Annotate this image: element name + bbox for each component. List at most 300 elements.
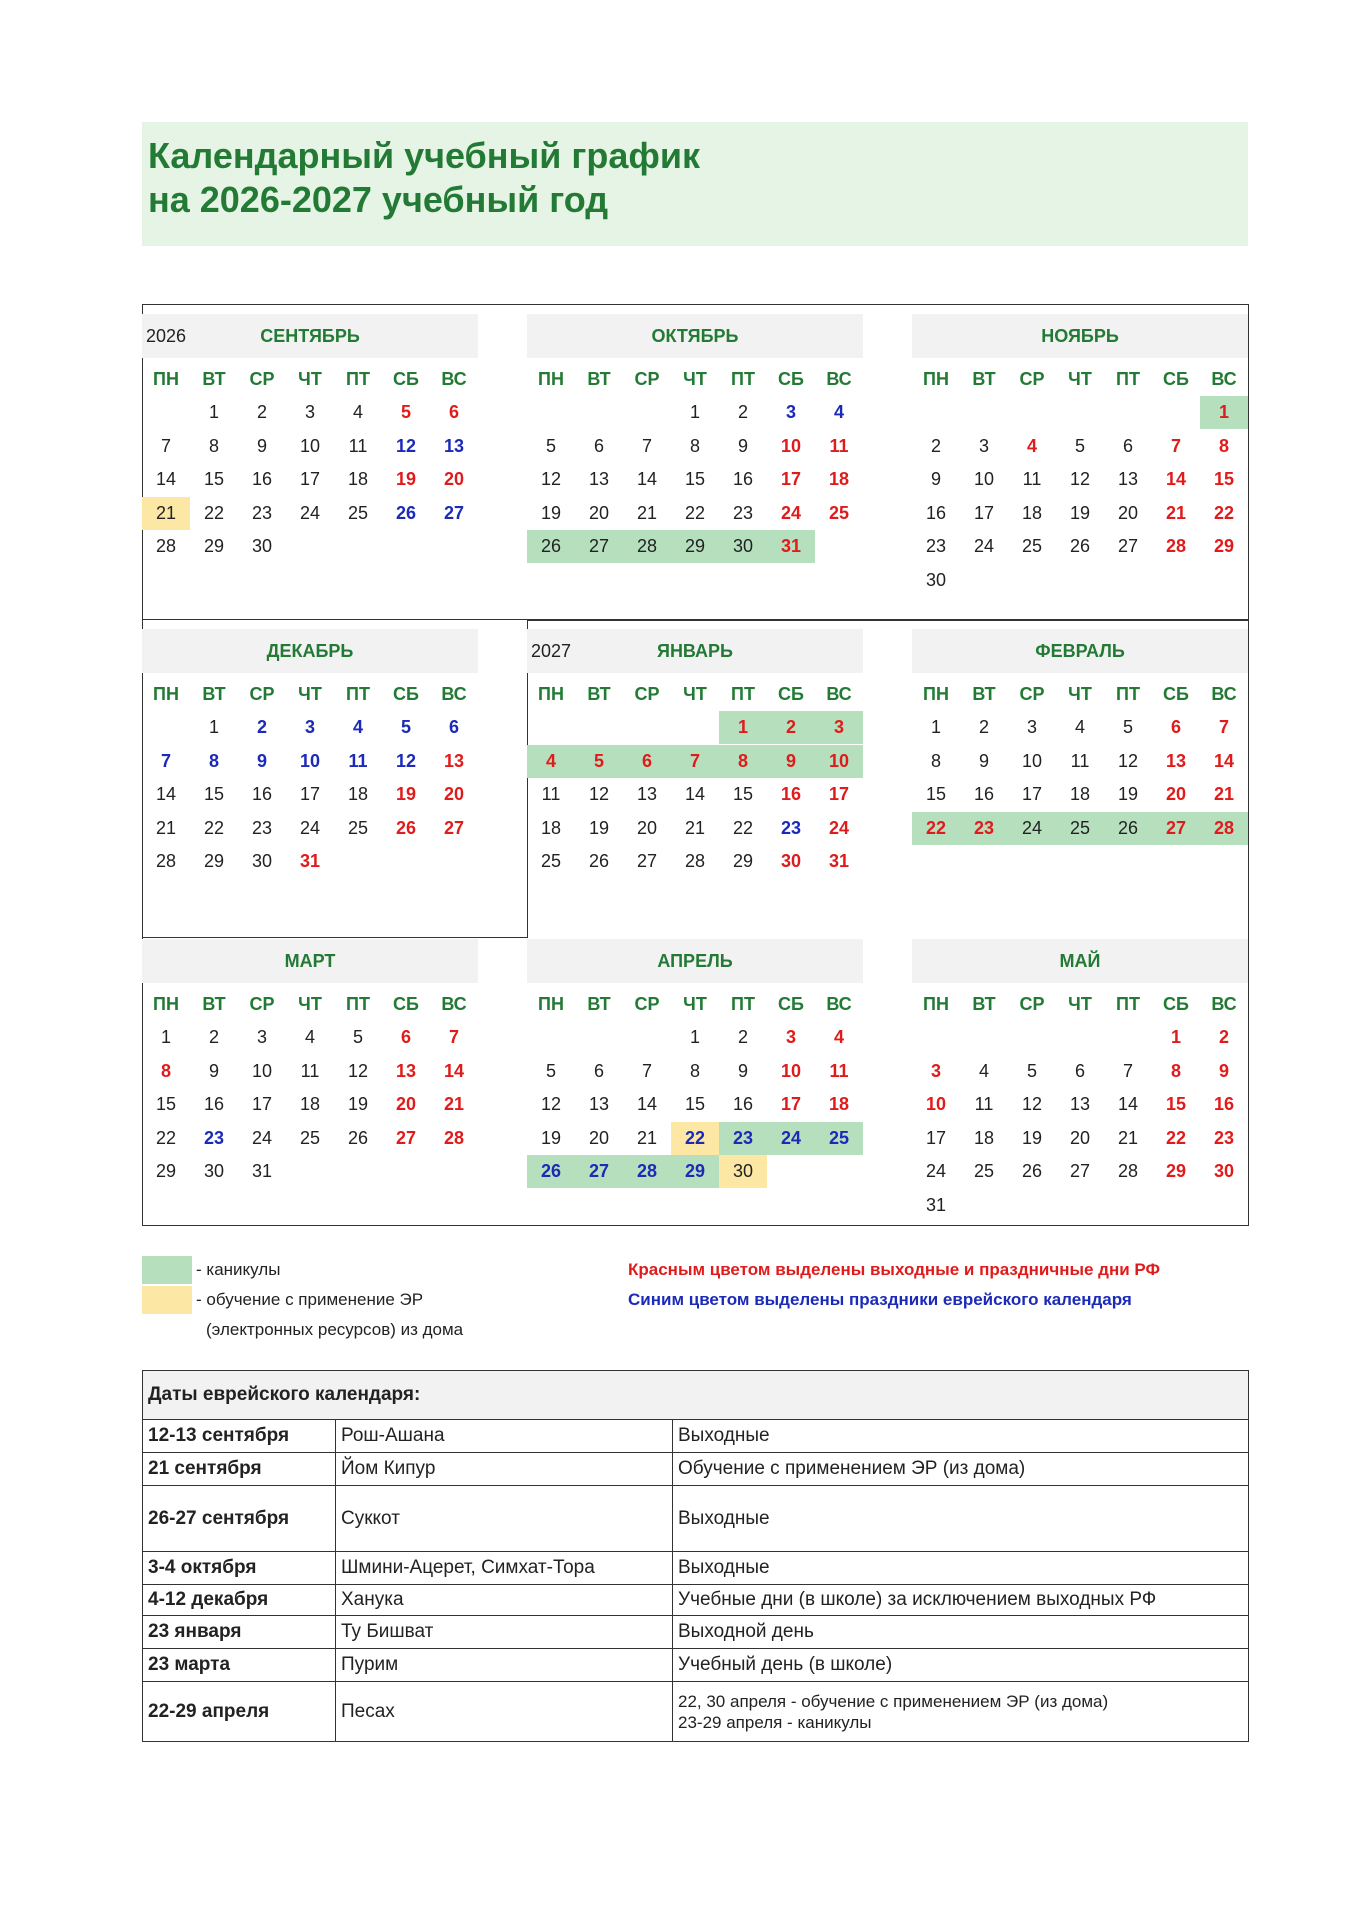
year-label: 2026 — [146, 326, 187, 346]
row-date: 21 сентября — [143, 1453, 336, 1486]
day-cell: 25 — [347, 817, 369, 838]
day-cell: 30 — [780, 851, 802, 871]
day-cell: 6 — [448, 402, 459, 422]
weekday-label: ПН — [923, 369, 949, 389]
day-cell: 22 — [203, 502, 225, 523]
day-cell: 8 — [160, 1060, 171, 1081]
day-cell: 15 — [1213, 469, 1235, 489]
day-cell: 30 — [251, 536, 273, 556]
row-note-line2: 23-29 апреля - каникулы — [678, 1712, 872, 1732]
day-cell: 5 — [1122, 717, 1133, 737]
weekday-label: СБ — [393, 994, 419, 1014]
day-cell: 4 — [304, 1027, 315, 1047]
day-cell: 26 — [347, 1127, 369, 1148]
day-cell: 22 — [203, 817, 225, 838]
day-cell: 10 — [780, 1060, 802, 1081]
day-cell: 16 — [925, 502, 947, 523]
day-cell: 27 — [1069, 1161, 1091, 1181]
day-cell: 27 — [575, 530, 623, 563]
month-name: ОКТЯБРЬ — [651, 326, 739, 346]
weekday-label: ПТ — [1116, 369, 1140, 389]
row-holiday: Пурим — [336, 1649, 673, 1682]
day-cell: 9 — [978, 750, 989, 771]
weekday-label: ПТ — [731, 684, 755, 704]
month-name: АПРЕЛЬ — [657, 951, 733, 971]
weekday-label: ВС — [1211, 684, 1237, 704]
day-cell: 28 — [155, 536, 177, 556]
day-cell: 25 — [1056, 812, 1104, 845]
weekday-label: СБ — [778, 684, 804, 704]
day-cell: 12 — [395, 750, 417, 771]
table-row — [143, 1616, 1249, 1649]
day-cell: 5 — [352, 1027, 363, 1047]
day-cell: 17 — [973, 502, 995, 523]
day-cell: 11 — [300, 1060, 320, 1081]
day-cell: 12 — [1117, 750, 1139, 771]
day-cell: 29 — [1165, 1161, 1187, 1181]
day-cell: 7 — [160, 750, 171, 771]
weekday-label: ЧТ — [298, 994, 322, 1014]
day-cell: 28 — [623, 1155, 671, 1188]
day-cell: 9 — [256, 750, 267, 771]
month-block — [527, 939, 863, 1209]
day-cell: 14 — [636, 1094, 658, 1114]
day-cell: 19 — [347, 1094, 369, 1114]
day-cell: 12 — [540, 1094, 562, 1114]
day-cell: 21 — [684, 817, 706, 838]
row-note-line1: 22, 30 апреля - обучение с применением ЭР (из дома) — [678, 1691, 1109, 1711]
month-block — [912, 939, 1248, 1215]
day-cell: 26 — [527, 530, 575, 563]
day-cell: 24 — [973, 536, 995, 556]
weekday-label: ПН — [153, 369, 179, 389]
day-cell: 25 — [815, 1122, 863, 1155]
day-cell: 1 — [160, 1027, 171, 1047]
day-cell: 16 — [973, 784, 995, 804]
day-cell: 8 — [208, 435, 219, 456]
weekday-label: СБ — [778, 994, 804, 1014]
day-cell: 2 — [978, 717, 989, 737]
day-cell: 2 — [256, 717, 267, 737]
day-cell: 3 — [785, 1027, 796, 1047]
weekday-label: СР — [249, 369, 275, 389]
day-cell: 8 — [208, 750, 219, 771]
day-cell: 10 — [925, 1094, 947, 1114]
day-cell: 25 — [540, 851, 562, 871]
red-color-note: Красным цветом выделены выходные и праздничные дни РФ — [628, 1260, 1161, 1279]
row-date: 22-29 апреля — [143, 1682, 336, 1742]
day-cell: 9 — [1218, 1060, 1229, 1081]
day-cell: 16 — [251, 784, 273, 804]
day-cell: 31 — [767, 530, 815, 563]
weekday-label: СБ — [1163, 994, 1189, 1014]
day-cell: 14 — [1213, 750, 1235, 771]
vacation-swatch — [142, 1256, 192, 1284]
day-cell: 13 — [588, 1094, 610, 1114]
day-cell: 12 — [1021, 1094, 1043, 1114]
day-cell: 2 — [930, 435, 941, 456]
day-cell: 30 — [251, 851, 273, 871]
day-cell: 13 — [636, 784, 658, 804]
day-cell: 3 — [256, 1027, 267, 1047]
day-cell: 5 — [545, 435, 556, 456]
day-cell: 16 — [780, 784, 802, 804]
blue-color-note: Синим цветом выделены праздники еврейского календаря — [628, 1290, 1132, 1309]
day-cell: 18 — [828, 469, 850, 489]
day-cell: 23 — [960, 812, 1008, 845]
day-cell: 19 — [395, 784, 417, 804]
day-cell: 29 — [671, 530, 719, 563]
day-cell: 16 — [251, 469, 273, 489]
day-cell: 25 — [347, 502, 369, 523]
month-block — [912, 314, 1248, 590]
row-holiday: Суккот — [336, 1486, 673, 1552]
day-cell: 28 — [443, 1127, 465, 1148]
day-cell: 11 — [541, 784, 561, 804]
month-block — [912, 629, 1248, 899]
day-cell: 11 — [348, 435, 368, 456]
day-cell: 17 — [828, 784, 850, 804]
day-cell: 5 — [1074, 435, 1085, 456]
weekday-label: ВС — [826, 684, 852, 704]
day-cell: 3 — [815, 711, 863, 744]
weekday-label: ПН — [538, 369, 564, 389]
day-cell: 23 — [780, 817, 802, 838]
day-cell: 21 — [1165, 502, 1187, 523]
day-cell: 23 — [251, 502, 273, 523]
day-cell: 6 — [400, 1027, 411, 1047]
day-cell: 26 — [1104, 812, 1152, 845]
day-cell: 10 — [251, 1060, 273, 1081]
day-cell: 31 — [828, 851, 850, 871]
row-holiday: Йом Кипур — [336, 1453, 673, 1486]
month-name: ФЕВРАЛЬ — [1035, 641, 1125, 661]
day-cell: 13 — [443, 435, 465, 456]
day-cell: 18 — [1021, 502, 1043, 523]
weekday-label: ЧТ — [1068, 684, 1092, 704]
day-cell: 2 — [256, 402, 267, 422]
day-cell: 2 — [737, 1027, 748, 1047]
day-cell: 14 — [443, 1060, 465, 1081]
day-cell: 12 — [395, 435, 417, 456]
day-cell: 10 — [299, 750, 321, 771]
weekday-label: СР — [249, 684, 275, 704]
weekday-label: ВТ — [202, 369, 226, 389]
day-cell: 26 — [588, 851, 610, 871]
day-cell: 6 — [593, 1060, 604, 1081]
remote-swatch — [142, 1286, 192, 1314]
day-cell: 17 — [1021, 784, 1043, 804]
day-cell: 15 — [925, 784, 947, 804]
legend-remote-label: - обучение с применение ЭР — [196, 1290, 424, 1309]
day-cell: 12 — [1069, 469, 1091, 489]
day-cell: 10 — [780, 435, 802, 456]
day-cell: 27 — [395, 1127, 417, 1148]
weekday-label: ПТ — [731, 369, 755, 389]
day-cell: 15 — [203, 469, 225, 489]
day-cell: 6 — [448, 717, 459, 737]
day-cell: 15 — [1165, 1094, 1187, 1114]
day-cell: 8 — [719, 745, 767, 778]
day-cell: 24 — [925, 1161, 947, 1181]
month-block — [527, 629, 863, 899]
weekday-label: ВС — [441, 684, 467, 704]
table-row — [143, 1552, 1249, 1585]
day-cell: 18 — [1069, 784, 1091, 804]
weekday-label: ВТ — [202, 684, 226, 704]
table-row — [143, 1682, 1249, 1742]
day-cell: 23 — [925, 536, 947, 556]
day-cell: 17 — [780, 1094, 802, 1114]
day-cell: 12 — [540, 469, 562, 489]
day-cell: 2 — [208, 1027, 219, 1047]
day-cell: 20 — [395, 1094, 417, 1114]
weekday-label: ЧТ — [298, 369, 322, 389]
day-cell: 10 — [815, 745, 863, 778]
day-cell: 26 — [395, 817, 417, 838]
day-cell: 7 — [1218, 717, 1229, 737]
day-cell: 28 — [1200, 812, 1248, 845]
day-cell: 15 — [155, 1094, 177, 1114]
weekday-label: ПН — [153, 994, 179, 1014]
day-cell: 22 — [684, 502, 706, 523]
weekday-label: СБ — [778, 369, 804, 389]
day-cell: 3 — [978, 435, 989, 456]
day-cell: 3 — [304, 402, 315, 422]
day-cell: 23 — [719, 1122, 767, 1155]
day-cell: 20 — [1165, 784, 1187, 804]
day-cell: 25 — [973, 1161, 995, 1181]
weekday-label: ЧТ — [683, 369, 707, 389]
weekday-label: СР — [634, 369, 660, 389]
day-cell: 3 — [930, 1060, 941, 1081]
day-cell: 8 — [689, 1060, 700, 1081]
day-cell: 27 — [575, 1155, 623, 1188]
day-cell: 10 — [973, 469, 995, 489]
weekday-label: СБ — [1163, 369, 1189, 389]
day-cell: 22 — [1165, 1127, 1187, 1148]
day-cell: 15 — [684, 469, 706, 489]
day-cell: 21 — [636, 1127, 658, 1148]
weekday-label: ВС — [441, 994, 467, 1014]
weekday-label: ВТ — [972, 994, 996, 1014]
weekday-label: ПН — [923, 684, 949, 704]
day-cell: 23 — [203, 1127, 225, 1148]
day-cell: 21 — [1213, 784, 1235, 804]
day-cell: 19 — [540, 502, 562, 523]
weekday-label: ВТ — [587, 994, 611, 1014]
weekday-label: ПТ — [346, 994, 370, 1014]
day-cell: 31 — [299, 851, 321, 871]
day-cell: 6 — [593, 435, 604, 456]
day-cell: 20 — [1069, 1127, 1091, 1148]
day-cell: 4 — [352, 717, 363, 737]
day-cell: 30 — [925, 569, 947, 590]
day-cell: 9 — [930, 469, 941, 489]
day-cell: 19 — [588, 817, 610, 838]
month-name: НОЯБРЬ — [1041, 326, 1119, 346]
day-cell: 20 — [636, 817, 658, 838]
row-holiday: Рош-Ашана — [336, 1420, 673, 1453]
row-date: 26-27 сентября — [143, 1486, 336, 1552]
day-cell: 6 — [1170, 717, 1181, 737]
day-cell: 29 — [1213, 536, 1235, 556]
weekday-label: СР — [249, 994, 275, 1014]
day-cell: 26 — [527, 1155, 575, 1188]
day-cell: 7 — [1122, 1060, 1133, 1081]
day-cell: 25 — [1021, 536, 1043, 556]
day-cell: 17 — [251, 1094, 273, 1114]
day-cell: 24 — [1008, 812, 1056, 845]
day-cell: 5 — [1026, 1060, 1037, 1081]
legend-vacation-label: - каникулы — [196, 1260, 281, 1279]
weekday-label: СР — [1019, 994, 1045, 1014]
day-cell: 30 — [1213, 1161, 1235, 1181]
day-cell: 17 — [299, 469, 321, 489]
day-cell: 22 — [671, 1122, 719, 1155]
day-cell: 3 — [785, 402, 796, 422]
day-cell: 11 — [1070, 750, 1090, 771]
month-name: СЕНТЯБРЬ — [260, 326, 360, 346]
day-cell: 3 — [304, 717, 315, 737]
day-cell: 27 — [1117, 536, 1139, 556]
day-cell: 24 — [780, 502, 802, 523]
day-cell: 4 — [833, 402, 844, 422]
day-cell: 30 — [203, 1161, 225, 1181]
row-note — [673, 1682, 1249, 1742]
day-cell: 3 — [1026, 717, 1037, 737]
day-cell: 11 — [829, 435, 849, 456]
day-cell: 15 — [203, 784, 225, 804]
day-cell: 13 — [1165, 750, 1187, 771]
day-cell: 4 — [1026, 435, 1037, 456]
day-cell: 30 — [719, 530, 767, 563]
day-cell: 17 — [780, 469, 802, 489]
day-cell: 18 — [347, 469, 369, 489]
day-cell: 18 — [973, 1127, 995, 1148]
weekday-label: ВТ — [972, 684, 996, 704]
day-cell: 11 — [829, 1060, 849, 1081]
weekday-label: ВТ — [972, 369, 996, 389]
day-cell: 29 — [671, 1155, 719, 1188]
day-cell: 13 — [395, 1060, 417, 1081]
day-cell: 22 — [732, 817, 754, 838]
day-cell: 16 — [203, 1094, 225, 1114]
year-label: 2027 — [531, 641, 572, 661]
weekday-label: СР — [1019, 369, 1045, 389]
day-cell: 4 — [527, 745, 575, 778]
day-cell: 17 — [925, 1127, 947, 1148]
day-cell: 19 — [1021, 1127, 1043, 1148]
day-cell: 22 — [155, 1127, 177, 1148]
day-cell: 27 — [443, 502, 465, 523]
weekday-label: ПТ — [346, 684, 370, 704]
day-cell: 16 — [1213, 1094, 1235, 1114]
day-cell: 25 — [299, 1127, 321, 1148]
day-cell: 29 — [155, 1161, 177, 1181]
table-row — [143, 1486, 1249, 1552]
day-cell: 24 — [251, 1127, 273, 1148]
day-cell: 8 — [930, 750, 941, 771]
day-cell: 5 — [400, 402, 411, 422]
day-cell: 21 — [443, 1094, 465, 1114]
day-cell: 27 — [636, 851, 658, 871]
day-cell: 13 — [1117, 469, 1139, 489]
day-cell: 28 — [1165, 536, 1187, 556]
day-cell: 27 — [1152, 812, 1200, 845]
day-cell: 20 — [1117, 502, 1139, 523]
day-cell: 5 — [575, 745, 623, 778]
weekday-label: СБ — [393, 684, 419, 704]
weekday-label: ВС — [441, 369, 467, 389]
day-cell: 24 — [767, 1122, 815, 1155]
row-note: Обучение с применением ЭР (из дома) — [673, 1453, 1249, 1486]
weekday-label: ПН — [538, 684, 564, 704]
day-cell: 2 — [767, 711, 815, 744]
weekday-label: СР — [1019, 684, 1045, 704]
calendar-divider-line — [527, 619, 1249, 621]
day-cell: 18 — [347, 784, 369, 804]
weekday-label: ПН — [538, 994, 564, 1014]
day-cell: 2 — [1218, 1027, 1229, 1047]
day-cell: 26 — [1021, 1161, 1043, 1181]
day-cell: 20 — [443, 469, 465, 489]
page-title-line2: на 2026-2027 учебный год — [148, 179, 609, 220]
day-cell: 16 — [732, 469, 754, 489]
weekday-label: ПТ — [731, 994, 755, 1014]
month-block — [527, 314, 863, 584]
weekday-label: СР — [634, 994, 660, 1014]
day-cell: 21 — [636, 502, 658, 523]
row-date: 3-4 октября — [143, 1552, 336, 1585]
day-cell: 9 — [256, 435, 267, 456]
day-cell: 14 — [684, 784, 706, 804]
day-cell: 7 — [448, 1027, 459, 1047]
day-cell: 14 — [1165, 469, 1187, 489]
month-name: МАЙ — [1059, 951, 1101, 971]
day-cell: 22 — [912, 812, 960, 845]
day-cell: 11 — [974, 1094, 994, 1114]
row-holiday: Ханука — [336, 1585, 673, 1616]
weekday-label: ЧТ — [683, 684, 707, 704]
table-row — [143, 1649, 1249, 1682]
day-cell: 23 — [251, 817, 273, 838]
day-cell: 8 — [1218, 435, 1229, 456]
day-cell: 9 — [737, 435, 748, 456]
row-note: Выходные — [673, 1552, 1249, 1585]
day-cell: 28 — [155, 851, 177, 871]
legend — [142, 1250, 1249, 1340]
day-cell: 4 — [833, 1027, 844, 1047]
weekday-label: ВС — [1211, 369, 1237, 389]
day-cell: 17 — [299, 784, 321, 804]
day-cell: 7 — [671, 745, 719, 778]
day-cell: 18 — [299, 1094, 321, 1114]
day-cell: 10 — [299, 435, 321, 456]
day-cell: 19 — [395, 469, 417, 489]
day-cell: 5 — [545, 1060, 556, 1081]
day-cell: 5 — [400, 717, 411, 737]
weekday-label: ЧТ — [298, 684, 322, 704]
day-cell: 13 — [443, 750, 465, 771]
day-cell: 31 — [251, 1161, 273, 1181]
legend-remote-label-cont: (электронных ресурсов) из дома — [206, 1320, 464, 1339]
day-cell: 21 — [155, 817, 177, 838]
weekday-label: ВТ — [587, 684, 611, 704]
day-cell: 11 — [348, 750, 368, 771]
row-holiday: Шмини-Ацерет, Симхат-Тора — [336, 1552, 673, 1585]
day-cell: 14 — [155, 784, 177, 804]
